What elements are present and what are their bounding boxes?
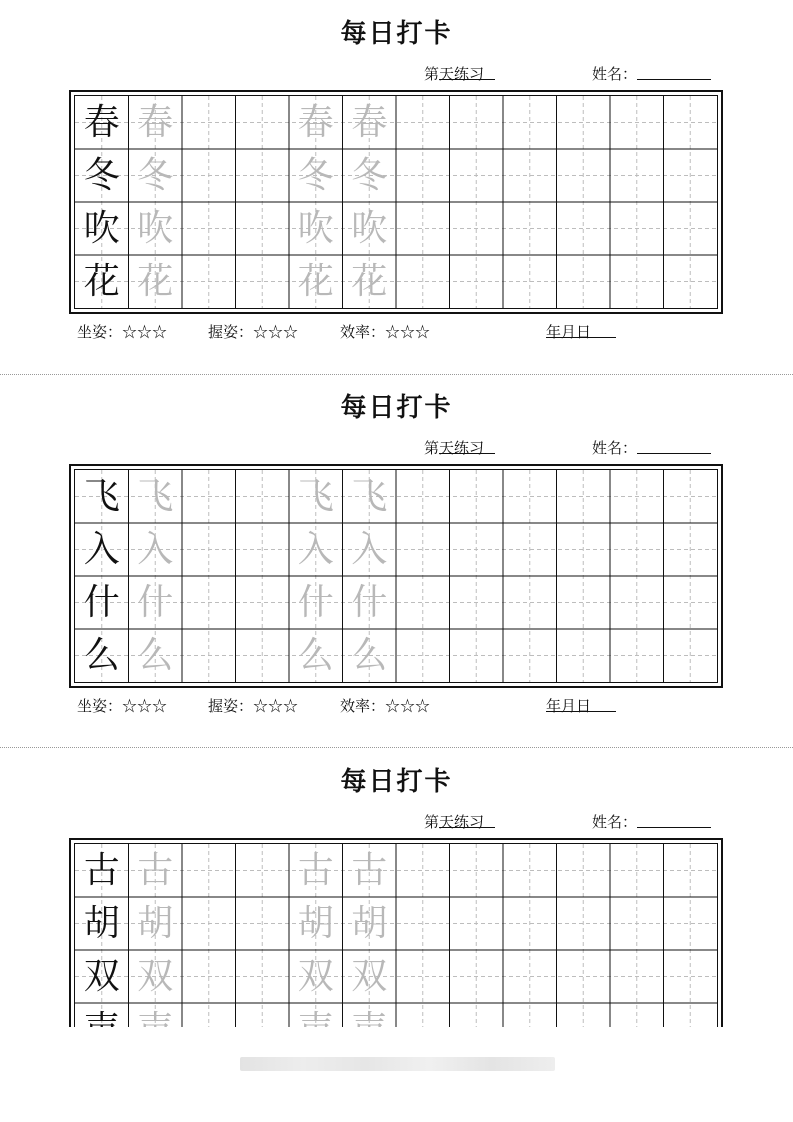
trace-character: 么	[297, 635, 334, 676]
efficiency-rating[interactable]: 效率：☆☆☆	[340, 323, 431, 341]
trace-character: 胡	[137, 903, 174, 944]
name-label: 姓名：	[592, 438, 637, 458]
sheet-meta	[0, 812, 793, 832]
trace-character: 吹	[351, 208, 388, 249]
model-character: 冬	[83, 155, 120, 196]
practice-sheet-1	[0, 18, 793, 348]
holding-rating[interactable]: 握姿：☆☆☆	[208, 697, 299, 715]
day-blank[interactable]	[576, 322, 616, 338]
trace-character: 双	[137, 956, 174, 997]
trace-character: 胡	[351, 903, 388, 944]
day-blank[interactable]	[439, 64, 495, 80]
trace-character: 什	[351, 582, 388, 623]
sitting-rating[interactable]: 坐姿：☆☆☆	[77, 323, 168, 341]
writing-grid[interactable]	[74, 843, 718, 1057]
day-label: 第 天练习	[424, 64, 484, 84]
day-label: 第 天练习	[424, 438, 484, 458]
sitting-rating[interactable]: 坐姿：☆☆☆	[77, 697, 168, 715]
trace-character: 古	[297, 850, 334, 891]
name-blank[interactable]	[637, 438, 711, 454]
trace-character: 春	[351, 102, 388, 143]
trace-character: 双	[351, 956, 388, 997]
sheet-title: 每日打卡	[340, 393, 453, 423]
trace-character: 入	[351, 529, 388, 570]
trace-character: 胡	[297, 903, 334, 944]
trace-character: 古	[137, 850, 174, 891]
efficiency-rating[interactable]: 效率：☆☆☆	[340, 697, 431, 715]
sheet-title: 每日打卡	[340, 767, 453, 797]
trace-character: 吹	[297, 208, 334, 249]
trace-character: 春	[137, 102, 174, 143]
holding-rating[interactable]: 握姿：☆☆☆	[208, 323, 299, 341]
trace-character: 冬	[351, 155, 388, 196]
trace-character: 花	[351, 261, 388, 302]
name-blank[interactable]	[637, 812, 711, 828]
day-blank[interactable]	[439, 438, 495, 454]
date-field: 年 月 日	[546, 696, 591, 716]
trace-character: 飞	[351, 476, 388, 517]
model-character: 飞	[83, 476, 120, 517]
trace-character: 古	[351, 850, 388, 891]
writing-grid-frame	[69, 464, 723, 688]
blurred-watermark	[240, 1057, 555, 1071]
day-blank[interactable]	[439, 812, 495, 828]
trace-character: 春	[297, 102, 334, 143]
model-character: 么	[83, 635, 120, 676]
trace-character: 飞	[297, 476, 334, 517]
trace-character: 冬	[297, 155, 334, 196]
trace-character: 飞	[137, 476, 174, 517]
name-label: 姓名：	[592, 64, 637, 84]
page-bottom-area	[0, 1027, 793, 1122]
date-field: 年 月 日	[546, 322, 591, 342]
sheet-meta	[0, 438, 793, 458]
model-character: 花	[83, 261, 120, 302]
sheet-title: 每日打卡	[340, 19, 453, 49]
trace-character: 什	[297, 582, 334, 623]
practice-sheet-2	[0, 392, 793, 722]
model-character: 古	[83, 850, 120, 891]
trace-character: 双	[297, 956, 334, 997]
name-label: 姓名：	[592, 812, 637, 832]
writing-grid[interactable]	[74, 95, 718, 309]
model-character: 吹	[83, 208, 120, 249]
model-character: 什	[83, 582, 120, 623]
trace-character: 吹	[137, 208, 174, 249]
model-character: 入	[83, 529, 120, 570]
cut-line	[0, 747, 793, 748]
trace-character: 冬	[137, 155, 174, 196]
sheet-footer	[0, 322, 793, 342]
day-label: 第 天练习	[424, 812, 484, 832]
cut-line	[0, 374, 793, 375]
writing-grid[interactable]	[74, 469, 718, 683]
trace-character: 么	[137, 635, 174, 676]
model-character: 春	[83, 102, 120, 143]
trace-character: 入	[137, 529, 174, 570]
trace-character: 花	[297, 261, 334, 302]
writing-grid-frame	[69, 90, 723, 314]
name-blank[interactable]	[637, 64, 711, 80]
sheet-meta	[0, 64, 793, 84]
model-character: 双	[83, 956, 120, 997]
model-character: 胡	[83, 903, 120, 944]
trace-character: 么	[351, 635, 388, 676]
day-blank[interactable]	[576, 696, 616, 712]
trace-character: 入	[297, 529, 334, 570]
sheet-footer	[0, 696, 793, 716]
trace-character: 花	[137, 261, 174, 302]
trace-character: 什	[137, 582, 174, 623]
